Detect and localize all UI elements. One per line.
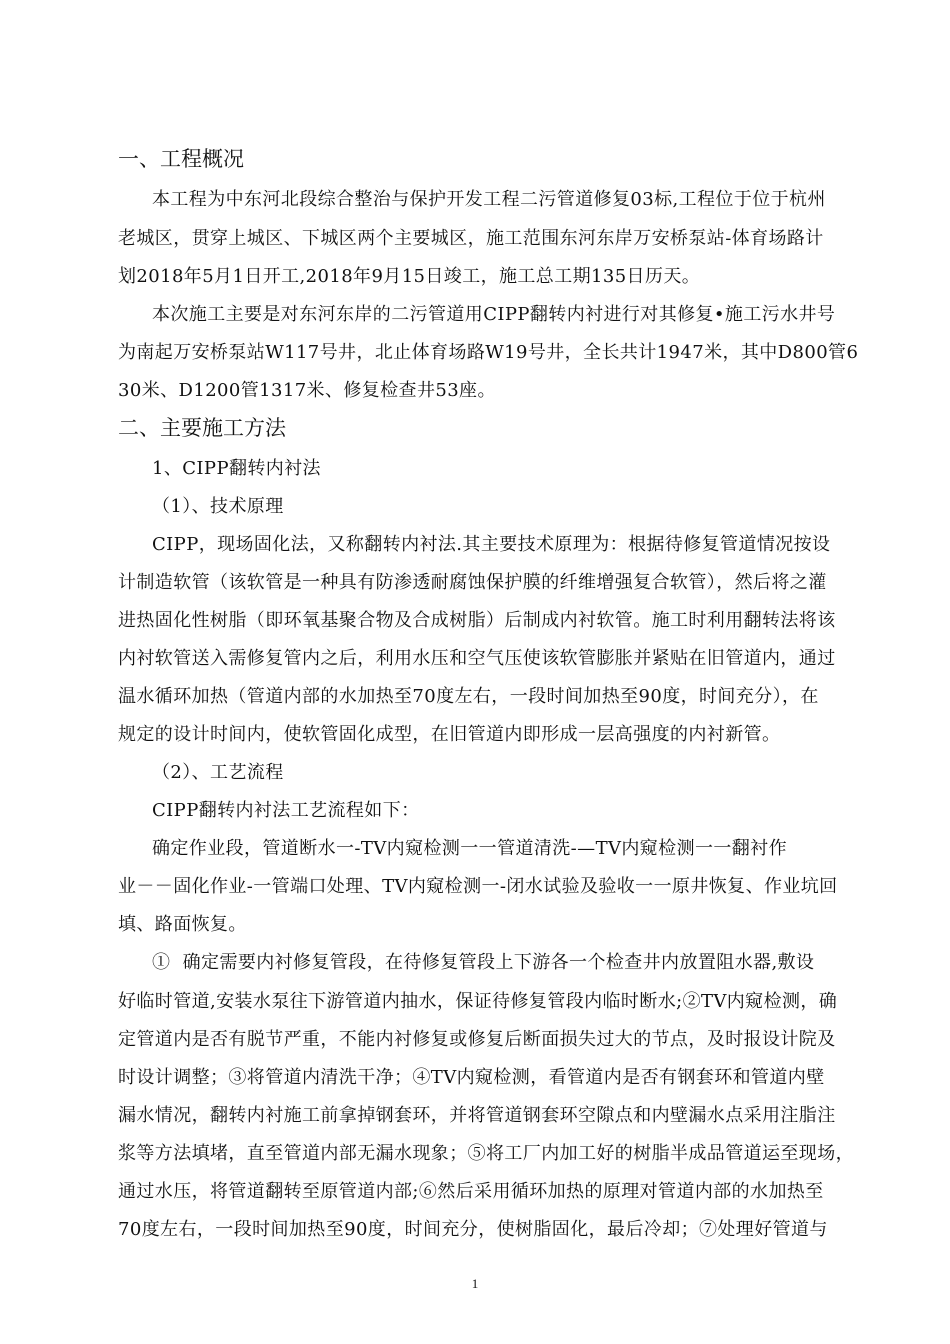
paragraph-line: 进热固化性树脂（即环氧基聚合物及合成树脂）后制成内衬软管。施工时利用翻转法将该 xyxy=(118,610,836,631)
paragraph-line: 漏水情况，翻转内衬施工前拿掉钢套环，并将管道钢套环空隙点和内壁漏水点采用注脂注 xyxy=(118,1105,836,1126)
paragraph-line: 老城区，贯穿上城区、下城区两个主要城区，施工范围东河东岸万安桥泵站-体育场路计 xyxy=(118,228,824,249)
subheading-principle: （1）、技术原理 xyxy=(152,496,284,517)
paragraph-line: 30米、D1200管1317米、修复检查井53座。 xyxy=(118,380,496,401)
paragraph-line: 规定的设计时间内，使软管固化成型，在旧管道内即形成一层高强度的内衬新管。 xyxy=(118,724,781,745)
paragraph-line: 70度左右，一段时间加热至90度，时间充分，使树脂固化，最后冷却；⑦处理好管道与 xyxy=(118,1219,828,1240)
paragraph-line: 本工程为中东河北段综合整治与保护开发工程二污管道修复03标,工程位于位于杭州 xyxy=(152,189,826,210)
paragraph-line: 时设计调整；③将管道内清洗干净；④TV内窥检测，看管道内是否有钢套环和管道内壁 xyxy=(118,1067,825,1088)
paragraph-line: 业－－固化作业-一管端口处理、TV内窥检测一-闭水试验及验收一一原井恢复、作业坑回 xyxy=(118,876,838,897)
section-heading-overview: 一、工程概况 xyxy=(118,147,244,171)
paragraph-line: 确定作业段，管道断水一-TV内窥检测一一管道清洗-—TV内窥检测一一翻衬作 xyxy=(152,838,787,859)
paragraph-line: 好临时管道,安装水泵往下游管道内抽水，保证待修复管段内临时断水;②TV内窥检测，确 xyxy=(118,991,838,1012)
subheading-cipp: 1、CIPP翻转内衬法 xyxy=(152,458,321,479)
page-number: 1 xyxy=(471,1276,479,1291)
paragraph-line: 填、路面恢复。 xyxy=(118,914,247,935)
paragraph-line: 温水循环加热（管道内部的水加热至70度左右，一段时间加热至90度，时间充分），在 xyxy=(118,686,819,707)
paragraph-line: 划2018年5月1日开工,2018年9月15日竣工，施工总工期135日历天。 xyxy=(118,266,701,287)
paragraph-line: ① 确定需要内衬修复管段，在待修复管段上下游各一个检查井内放置阻水器,敷设 xyxy=(152,952,815,973)
paragraph-line: 为南起万安桥泵站W117号井，北止体育场路W19号井，全长共计1947米，其中D800管6 xyxy=(118,342,859,363)
paragraph-line: 浆等方法填堵，直至管道内部无漏水现象；⑤将工厂内加工好的树脂半成品管道运至现场， xyxy=(118,1143,854,1164)
paragraph-line: 定管道内是否有脱节严重，不能内衬修复或修复后断面损失过大的节点，及时报设计院及 xyxy=(118,1029,836,1050)
paragraph-line: CIPP，现场固化法，又称翻转内衬法.其主要技术原理为：根据待修复管道情况按设 xyxy=(152,534,831,555)
paragraph-line: 通过水压，将管道翻转至原管道内部;⑥然后采用循环加热的原理对管道内部的水加热至 xyxy=(118,1181,824,1202)
paragraph-line: 内衬软管送入需修复管内之后，利用水压和空气压使该软管膨胀并紧贴在旧管道内，通过 xyxy=(118,648,836,669)
section-heading-methods: 二、主要施工方法 xyxy=(118,416,286,440)
subheading-process: （2）、工艺流程 xyxy=(152,762,284,783)
paragraph-line: 本次施工主要是对东河东岸的二污管道用CIPP翻转内衬进行对其修复•施工污水井号 xyxy=(152,304,836,325)
paragraph-line: CIPP翻转内衬法工艺流程如下： xyxy=(152,800,420,821)
paragraph-line: 计制造软管（该软管是一种具有防渗透耐腐蚀保护膜的纤维增强复合软管），然后将之灌 xyxy=(118,572,827,593)
